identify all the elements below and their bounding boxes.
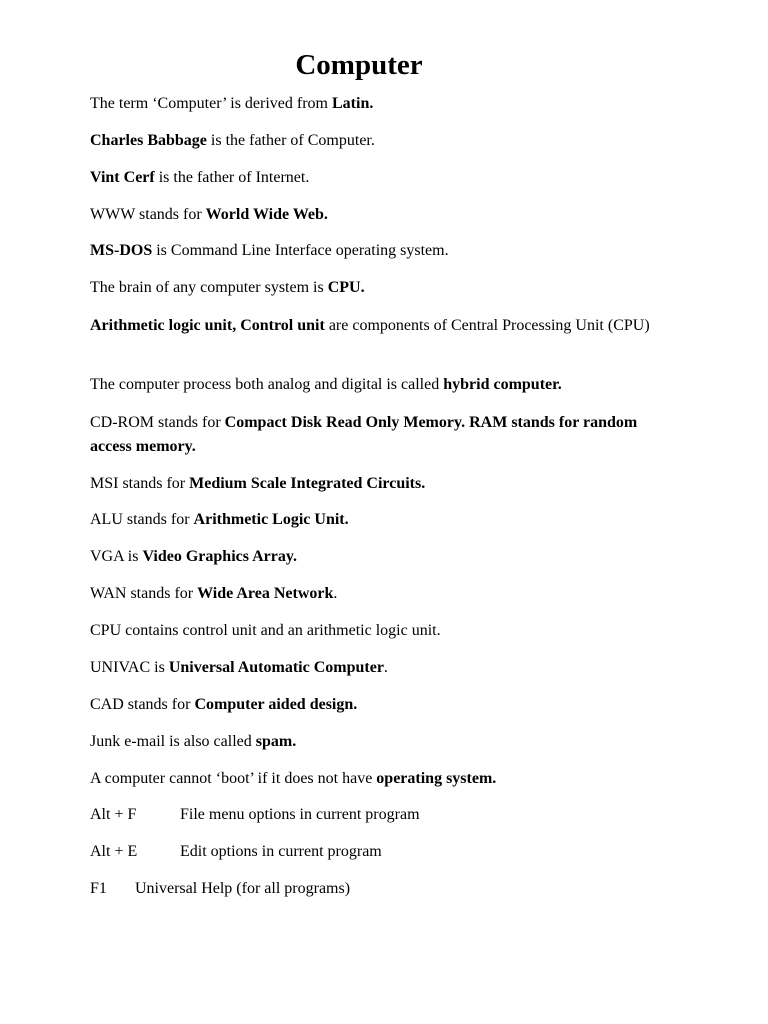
bold-text: spam. (255, 733, 297, 750)
text: are components of Central Processing Unit (CPU) (324, 317, 650, 334)
bold-text: Medium Scale Integrated Circuits. (189, 475, 426, 492)
text: MSI stands for (90, 475, 190, 492)
bold-text: Charles Babbage (90, 132, 207, 149)
bold-text: Universal Automatic Computer (168, 659, 384, 676)
paragraph (90, 767, 650, 791)
text: UNIVAC is (90, 659, 169, 676)
paragraph (90, 203, 650, 227)
bold-text: Compact Disk Read Only Memory. RAM stands for random access memory. (90, 414, 638, 455)
paragraph (90, 373, 650, 397)
text: The brain of any computer system is (90, 279, 328, 296)
paragraph (90, 619, 650, 643)
paragraph (90, 314, 650, 338)
shortcut-row (90, 877, 650, 901)
bold-text: World Wide Web. (205, 206, 328, 223)
bold-text: CPU. (327, 279, 365, 296)
page-title: Computer (295, 49, 423, 81)
bold-text: Vint Cerf (90, 169, 155, 186)
shortcut-key: F1 (90, 880, 107, 897)
paragraph (90, 166, 650, 190)
text: is the father of Internet. (154, 169, 310, 186)
shortcut-description: File menu options in current program (180, 806, 420, 823)
paragraph (90, 411, 650, 459)
paragraph (90, 582, 650, 606)
paragraph (90, 508, 650, 532)
shortcut-row (90, 803, 650, 827)
text: ALU stands for (90, 511, 194, 528)
paragraph (90, 730, 650, 754)
paragraph (90, 545, 650, 569)
text: is the father of Computer. (206, 132, 375, 149)
bold-text: Video Graphics Array. (142, 548, 297, 565)
bold-text: Computer aided design. (194, 696, 358, 713)
paragraph (90, 656, 650, 680)
text: CPU contains control unit and an arithmetic logic unit. (90, 622, 441, 639)
text: . (383, 659, 388, 676)
text: CD-ROM stands for (90, 414, 225, 431)
bold-text: Wide Area Network (197, 585, 334, 602)
paragraph (90, 472, 650, 496)
text: The computer process both analog and digital is called (90, 376, 444, 393)
bold-text: Arithmetic Logic Unit. (193, 511, 349, 528)
text: WAN stands for (90, 585, 198, 602)
text: Junk e-mail is also called (90, 733, 256, 750)
shortcut-description: Edit options in current program (180, 843, 382, 860)
text: CAD stands for (90, 696, 195, 713)
text: The term ‘Computer’ is derived from (90, 95, 332, 112)
bold-text: operating system. (376, 770, 497, 787)
paragraph (90, 129, 650, 153)
paragraph (90, 239, 650, 263)
text: WWW stands for (90, 206, 206, 223)
shortcut-key: Alt + E (90, 843, 138, 860)
paragraph (90, 693, 650, 717)
shortcut-row (90, 840, 650, 864)
bold-text: hybrid computer. (443, 376, 562, 393)
bold-text: Arithmetic logic unit, Control unit (90, 317, 325, 334)
shortcut-description: Universal Help (for all programs) (135, 880, 351, 897)
text: . (333, 585, 338, 602)
shortcut-key: Alt + F (90, 806, 137, 823)
bold-text: Latin. (332, 95, 374, 112)
paragraph (90, 276, 650, 300)
bold-text: MS-DOS (90, 242, 153, 259)
text: is Command Line Interface operating system. (152, 242, 449, 259)
text: VGA is (90, 548, 143, 565)
text: A computer cannot ‘boot’ if it does not have (90, 770, 377, 787)
paragraph (90, 92, 650, 116)
